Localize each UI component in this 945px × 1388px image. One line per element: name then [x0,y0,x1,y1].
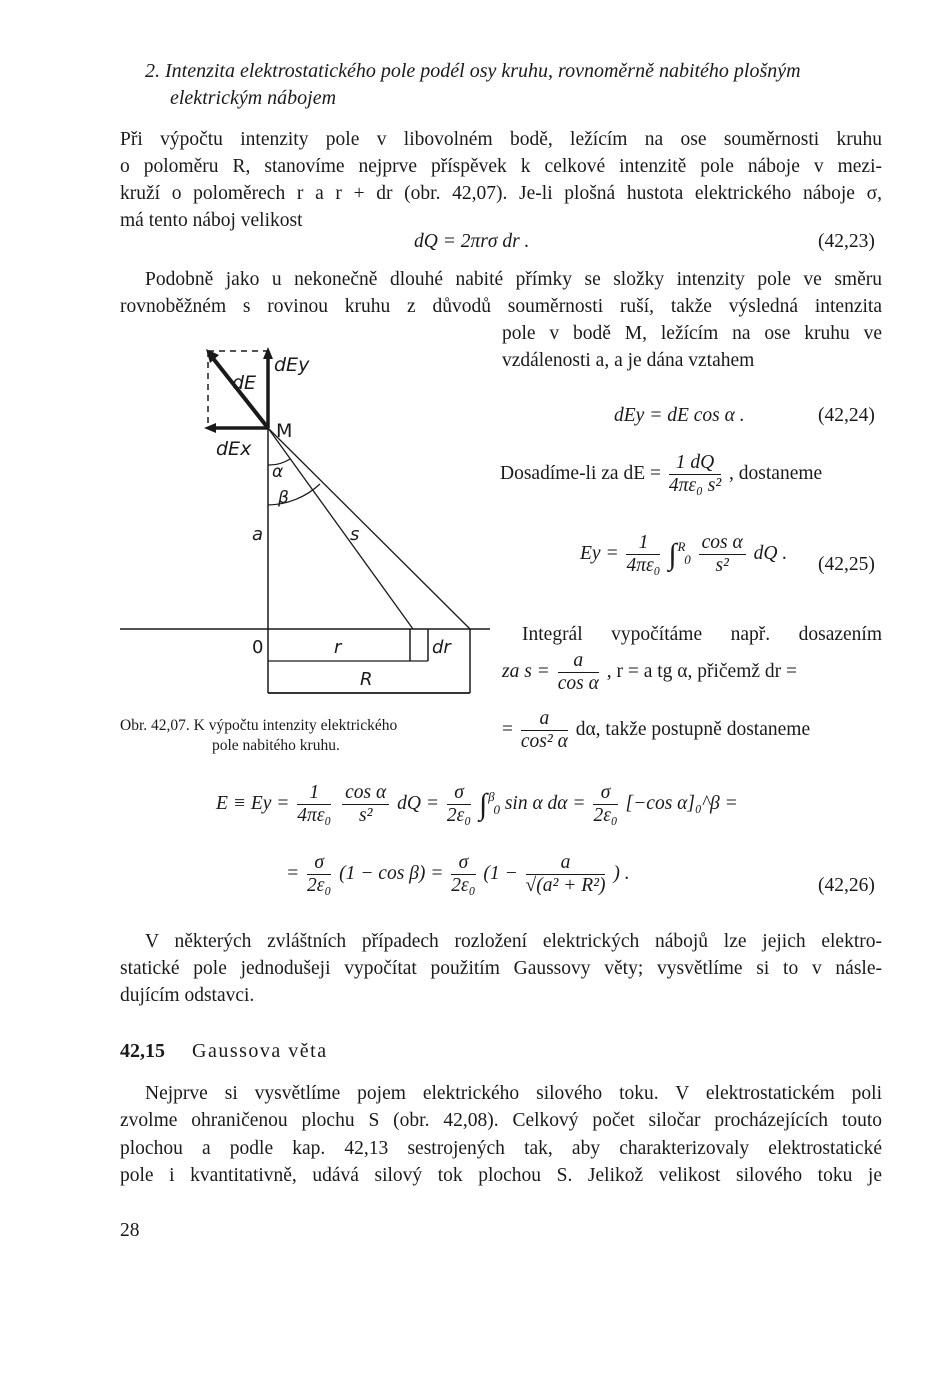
equation-42-25 [580,532,787,577]
fig-label-a: a [252,524,264,545]
para3-line3-suffix: dα, takže postupně dostaneme [575,718,811,740]
eq26-r1-integral: ∫ [478,788,488,821]
equation-number-42-25: (42,25) [818,554,875,575]
eq26-r2-f1 [307,852,331,897]
eq25-upper: R [677,539,686,555]
eq25-frac-num: 1 [626,532,660,555]
fig-label-beta: β [278,488,289,508]
para3-line2-den: cos α [557,673,599,694]
subst-fraction [669,452,721,497]
eq26-r2-f1-num: σ [307,852,331,875]
fig-label-r: r [334,637,342,658]
eq25-lhs: Ey = [580,542,619,564]
para4-line3: dujícím odstavci. [120,985,255,1006]
eq26-r1-f3 [447,782,471,827]
eq26-r1-f4-den: 2ε₀ [593,805,618,826]
fig-label-s: s [350,524,360,545]
fig-label-alpha: α [272,462,284,482]
fig-dEy-arrowhead [263,347,273,359]
eq26-r1-f3-num: σ [447,782,471,805]
eq25-integrand [699,532,746,577]
fig-label-R: R [360,669,373,690]
section-heading-42-15 [120,1038,328,1065]
eq26-r2-f2 [451,852,475,897]
para1-line2: o poloměru R, stanovíme nejprve příspěvek k celkové intenzitě pole náboje v mezi- [120,156,882,177]
eq25-integral: ∫ [668,538,677,571]
eq26-r1-f4-num: σ [593,782,617,805]
eq25-integrand-den: s² [715,555,729,576]
eq25-tail: dQ . [753,542,788,564]
fig-beta-arc [268,484,320,505]
para5-line4: pole i kvantitativně, udává silový tok plochou S. Jelikož velikost silového toku je [120,1165,882,1186]
fig-label-M: M [276,420,293,442]
equation-42-26-row2 [286,852,630,897]
para3-line2-prefix: za s = [502,660,550,682]
fig-label-dEy: dEy [274,354,310,376]
eq26-r2-a: = [286,862,300,884]
eq26-r2-f2-den: 2ε₀ [451,875,476,896]
eq26-r1-f1-den: 4πε₀ [297,805,332,826]
para4-line1: V některých zvláštních případech rozložení elektrických nábojů lze jejich elektro- [145,931,882,952]
para5-line3: plochou a podle kap. 42,13 sestrojených tak, aby charakterizovaly elektrostatické [120,1138,882,1159]
eq26-r2-f1-den: 2ε₀ [307,875,332,896]
equation-42-26-row1 [216,782,738,827]
subst-prefix: Dosadíme-li za dE = [500,462,661,484]
section-number: 42,15 [120,1040,165,1062]
subst-fraction-num: 1 dQ [669,452,721,475]
eq26-r1-f1 [297,782,331,827]
para3-line3 [502,708,810,753]
eq26-r2-c: (1 − [483,862,518,884]
fig-dEx-arrowhead [204,423,216,433]
para3-line2-num: a [558,650,599,673]
eq26-r1-f3-den: 2ε₀ [446,805,472,826]
figure-caption-line2: pole nabitého kruhu. [212,737,340,754]
fig-line-s [268,428,413,629]
para4-line2: statické pole jednodušeji vypočítat použitím Gaussovy věty; vysvětlíme si to v násle- [120,958,882,979]
fig-label-dE: dE [232,372,257,394]
equation-number-42-24: (42,24) [818,405,875,426]
page-number: 28 [120,1220,140,1241]
figure-42-07 [120,335,490,705]
section-2-title-line2: elektrickým nábojem [170,87,337,109]
equation-42-23: dQ = 2πrσ dr . [414,231,530,252]
equation-42-24: dEy = dE cos α . [614,405,745,426]
eq25-integrand-num: cos α [699,532,746,555]
eq26-r2-f2-num: σ [451,852,475,875]
para3-line1: Integrál vypočítáme např. dosazením [522,624,882,645]
figure-caption-line1: Obr. 42,07. K výpočtu intenzity elektrického [120,717,398,734]
eq26-r1-d: [−cos α]₀^β = [625,792,738,814]
para2-line2: rovnoběžném s rovinou kruhu z důvodů souměrnosti ruší, takže výsledná intenzita [120,296,882,317]
eq26-r2-f3-num: a [526,852,606,875]
para3-line3-den: cos² α [520,731,568,752]
para5-line1: Nejprve si vysvětlíme pojem elektrického silového toku. V elektrostatickém poli [145,1083,882,1104]
eq26-r2-f3-den: √(a² + R²) [525,875,606,896]
eq26-r1-a: E ≡ Ey = [216,792,290,814]
para1-line4: má tento náboj velikost [120,210,303,231]
fig-line-R [268,428,470,629]
substitution-line [500,452,822,497]
eq26-r2-f3 [526,852,606,897]
subst-fraction-den: 4πε₀ s² [668,475,722,496]
section-2-title-line1: 2. Intenzita elektrostatického pole podél osy kruhu, rovnoměrně nabitého plošným [145,60,801,82]
eq25-frac [626,532,660,577]
para3-line2-suffix: , r = a tg α, přičemž dr = [606,660,798,682]
para2-line4: vzdálenosti a, a je dána vztahem [502,350,755,371]
fig-label-0: 0 [252,637,264,658]
section-title: Gaussova věta [192,1040,328,1062]
eq25-lower: 0 [684,551,691,567]
eq25-frac-den: 4πε₀ [626,555,661,576]
para3-line3-num: a [521,708,568,731]
eq26-r1-c: sin α dα = [504,792,586,814]
para1-line3: kruží o poloměrech r a r + dr (obr. 42,07). Je-li plošná hustota elektrického náboje σ, [120,183,882,204]
eq26-r1-f2 [342,782,389,827]
para1-line1: Při výpočtu intenzity pole v libovolném bodě, ležícím na ose souměrnosti kruhu [120,129,882,150]
fig-label-dEx: dEx [216,438,252,460]
para2-line3: pole v bodě M, ležícím na ose kruhu ve [502,323,882,344]
para3-line2 [502,650,882,695]
para3-line3-frac [521,708,568,753]
eq26-r1-f2-den: s² [358,805,373,826]
eq26-r2-d: ) . [613,862,630,884]
para2-line1: Podobně jako u nekonečně dlouhé nabité přímky se složky intenzity pole ve směru [145,269,882,290]
eq26-r1-upper: β [488,789,495,805]
fig-label-dr: dr [432,637,451,658]
subst-suffix: , dostaneme [729,462,823,484]
equation-number-42-23: (42,23) [818,231,875,252]
eq26-r1-f2-num: cos α [342,782,389,805]
eq26-r1-f4 [593,782,617,827]
para5-line2: zvolme ohraničenou plochu S (obr. 42,08). Celkový počet siločar procházejících touto [120,1110,882,1131]
eq26-r1-lower: 0 [493,801,500,817]
eq26-r1-b: dQ = [397,792,440,814]
para3-line3-prefix: = [502,718,513,740]
eq26-r1-f1-num: 1 [297,782,331,805]
eq26-r2-b: (1 − cos β) = [339,862,444,884]
para3-line2-frac [558,650,599,695]
equation-number-42-26: (42,26) [818,875,875,896]
